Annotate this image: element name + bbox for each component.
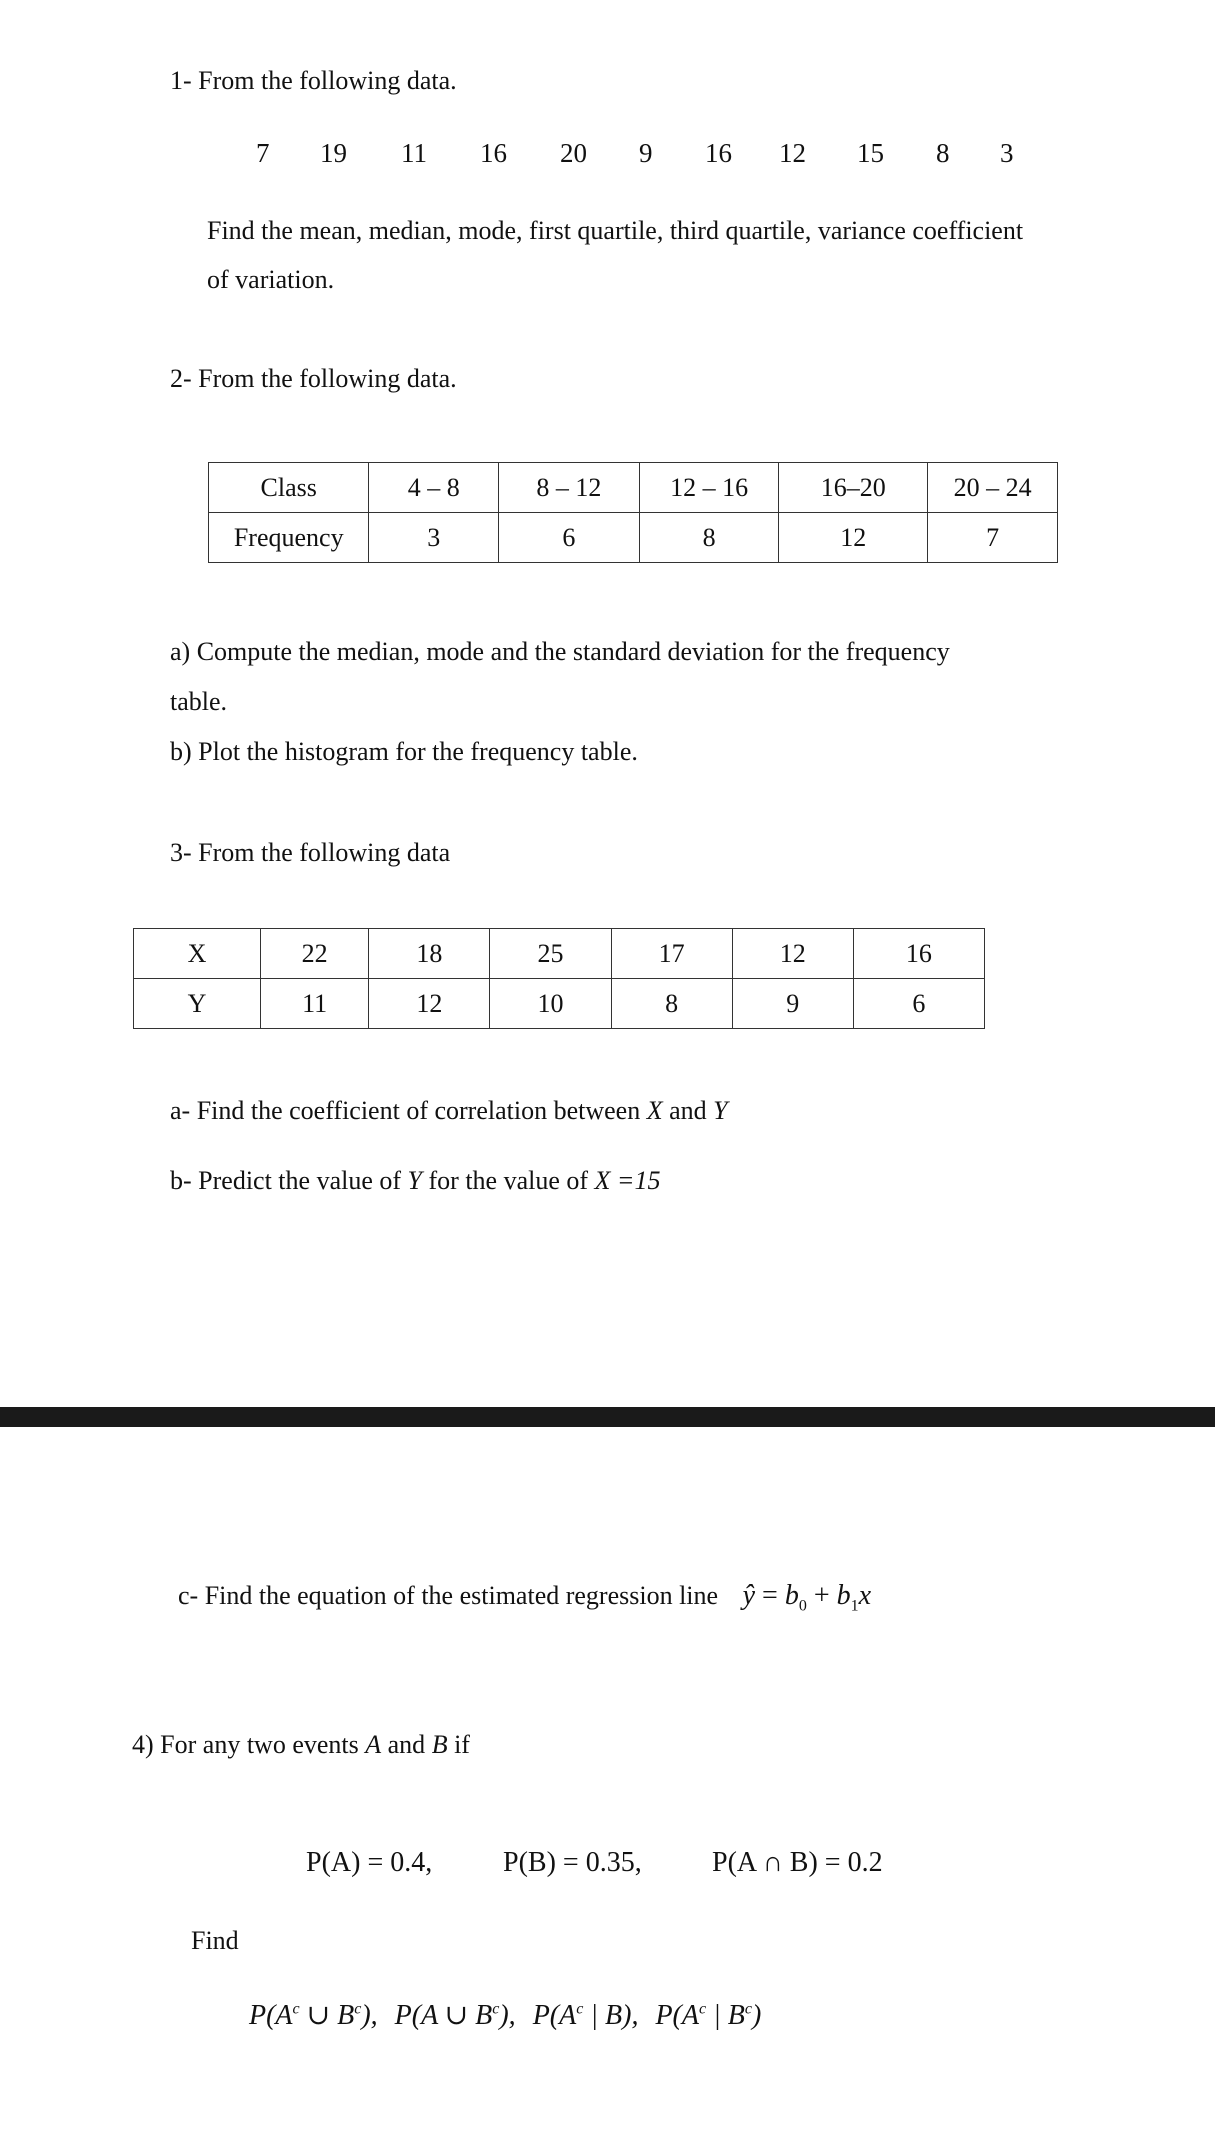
- class-header-cell: Class: [209, 463, 369, 513]
- x-value-cell: 22: [261, 929, 369, 979]
- x-value-cell: 16: [853, 929, 984, 979]
- x-value-cell: 25: [490, 929, 611, 979]
- q3-part-a-and: and: [662, 1096, 714, 1125]
- y-value-cell: 8: [611, 979, 732, 1029]
- complement-superscript: c: [354, 2000, 362, 2018]
- table-row: [134, 929, 985, 979]
- b0-symbol: b: [784, 1580, 799, 1611]
- q1-value: 9: [639, 138, 653, 168]
- expr-text: | B: [706, 2000, 745, 2031]
- q3-part-b-var-y: Y: [407, 1166, 422, 1195]
- q3-part-a-var-y: Y: [713, 1096, 728, 1125]
- class-cell: 16–20: [779, 463, 928, 513]
- q1-instruction-line1: Find the mean, median, mode, first quartile, third quartile, variance coefficient: [207, 216, 1024, 245]
- q2-part-a-line2: table.: [170, 687, 228, 716]
- y-value-cell: 11: [261, 979, 369, 1029]
- q1-value: 3: [1000, 138, 1014, 168]
- y-value-cell: 9: [732, 979, 853, 1029]
- table-row: [209, 463, 1058, 513]
- q4-find-label: Find: [191, 1926, 239, 1955]
- q3-part-b-expr: X =15: [594, 1166, 661, 1195]
- q1-value: 7: [256, 138, 270, 168]
- q3-part-b-text: b- Predict the value of: [170, 1166, 408, 1195]
- expr-text: ),: [499, 2000, 516, 2031]
- class-cell: 4 – 8: [369, 463, 499, 513]
- q1-value: 15: [857, 138, 884, 168]
- q2-part-a-line1: a) Compute the median, mode and the standard deviation for the frequency: [170, 637, 950, 666]
- x-value-cell: 17: [611, 929, 732, 979]
- q4-heading-if: if: [447, 1730, 470, 1759]
- y-label-cell: Y: [134, 979, 261, 1029]
- subscript-1: 1: [850, 1597, 859, 1615]
- q4-event-a: A: [365, 1730, 382, 1759]
- expr-text: ),: [361, 2000, 378, 2031]
- expr-text: | B),: [583, 2000, 639, 2031]
- expr-text: P(A: [249, 2000, 293, 2031]
- expr-union-complement: [395, 2000, 516, 2031]
- q2-frequency-table: [208, 462, 1058, 563]
- q3-part-c: [178, 1580, 872, 1615]
- q3-heading: 3- From the following data: [170, 838, 451, 867]
- regression-equation: [742, 1580, 872, 1615]
- q1-heading: 1- From the following data.: [170, 66, 457, 95]
- complement-superscript: c: [698, 2000, 707, 2018]
- complement-superscript: c: [492, 2000, 500, 2018]
- table-row: [209, 513, 1058, 563]
- frequency-cell: 3: [369, 513, 499, 563]
- x-value-cell: 12: [732, 929, 853, 979]
- q4-event-b: B: [431, 1730, 448, 1759]
- q1-value: 16: [480, 138, 507, 168]
- complement-superscript: c: [292, 2000, 300, 2018]
- q4-heading-and: and: [381, 1730, 432, 1759]
- expr-conditional-bc: [655, 2000, 761, 2031]
- b1-symbol: b: [836, 1580, 851, 1611]
- y-value-cell: 12: [369, 979, 490, 1029]
- class-cell: 8 – 12: [499, 463, 640, 513]
- q4-heading: [132, 1730, 470, 1760]
- equals-sign: =: [755, 1580, 785, 1611]
- x-value-cell: 18: [369, 929, 490, 979]
- q1-instruction-line2: of variation.: [207, 265, 335, 294]
- q1-value: 11: [401, 138, 427, 168]
- subscript-0: 0: [798, 1597, 807, 1615]
- q2-heading: 2- From the following data.: [170, 364, 457, 393]
- q1-value: 19: [320, 138, 347, 168]
- expr-complement-union: [249, 2000, 378, 2031]
- q1-value: 16: [705, 138, 732, 168]
- y-hat-symbol: ŷ: [742, 1580, 756, 1611]
- q4-given-pa: P(A) = 0.4,: [306, 1847, 433, 1878]
- page-divider-bar: [0, 1407, 1215, 1427]
- q1-value: 8: [936, 138, 950, 168]
- q4-heading-text: 4) For any two events: [132, 1730, 366, 1759]
- table-row: [134, 979, 985, 1029]
- q3-part-a-var-x: X: [646, 1096, 663, 1125]
- expr-conditional-b: [533, 2000, 639, 2031]
- q3-part-b: [170, 1166, 660, 1196]
- expr-text: ): [752, 2000, 762, 2031]
- q1-value: 20: [560, 138, 587, 168]
- frequency-cell: 7: [928, 513, 1058, 563]
- complement-superscript: c: [576, 2000, 584, 2018]
- expr-text: P(A: [655, 2000, 699, 2031]
- complement-superscript: c: [744, 2000, 753, 2018]
- y-value-cell: 6: [853, 979, 984, 1029]
- q3-part-b-mid: for the value of: [422, 1166, 595, 1195]
- q4-given-pab: P(A ∩ B) = 0.2: [712, 1847, 883, 1878]
- q2-part-b: b) Plot the histogram for the frequency table.: [170, 737, 638, 766]
- frequency-cell: 6: [499, 513, 640, 563]
- expr-text: ∪ B: [299, 2000, 355, 2031]
- y-value-cell: 10: [490, 979, 611, 1029]
- q4-find-expressions: [249, 1998, 761, 2032]
- expr-text: P(A: [532, 2000, 577, 2031]
- plus-sign: +: [806, 1580, 837, 1611]
- class-cell: 20 – 24: [928, 463, 1058, 513]
- frequency-header-cell: Frequency: [209, 513, 369, 563]
- x-label-cell: X: [134, 929, 261, 979]
- q3-part-c-text: c- Find the equation of the estimated regression line: [178, 1581, 719, 1610]
- q3-xy-table: [133, 928, 985, 1029]
- class-cell: 12 – 16: [639, 463, 779, 513]
- q4-given-pb: P(B) = 0.35,: [503, 1847, 642, 1878]
- q3-part-a-text: a- Find the coefficient of correlation between: [170, 1096, 647, 1125]
- expr-text: P(A ∪ B: [394, 2000, 493, 2031]
- frequency-cell: 12: [779, 513, 928, 563]
- frequency-cell: 8: [639, 513, 779, 563]
- q1-value: 12: [779, 138, 806, 168]
- q3-part-a: [170, 1096, 728, 1126]
- x-symbol: x: [858, 1580, 872, 1611]
